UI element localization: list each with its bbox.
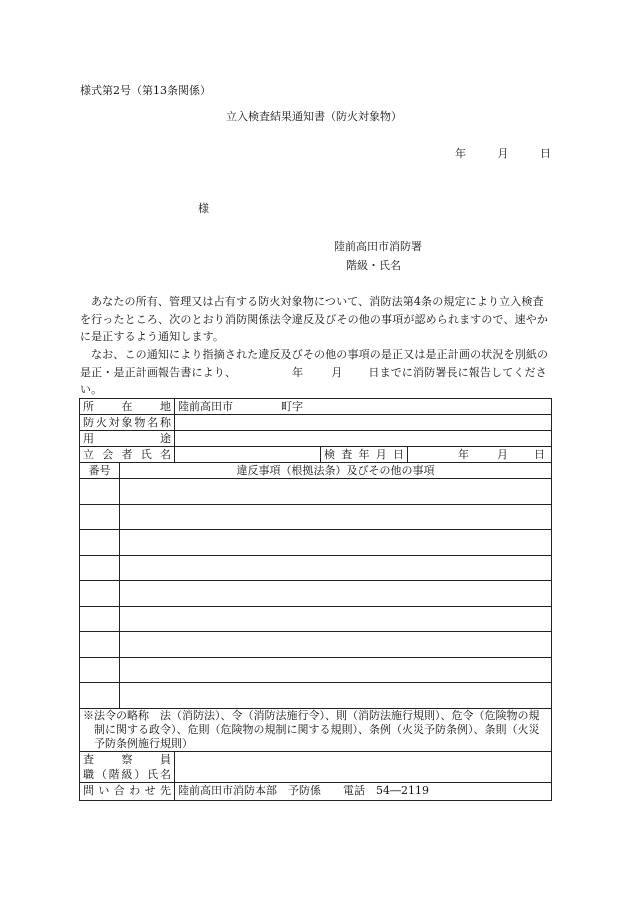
violation-number-cell[interactable] [80,581,120,607]
notice-paragraph-1: あなたの所有、管理又は占有する防火対象物について、消防法第4条の規定により立入検査を行ったところ、次のとおり消防関係法令違反及びその他の事項が認められますので、速やかに是正するよう通知します。 [80,295,549,343]
location-row [80,399,552,415]
issuer-rank-name: 階級・氏名 [346,259,401,272]
inspection-day: 日 [534,447,545,461]
legal-abbreviation-text: ※法令の略称 法（消防法）、令（消防法施行令）、則（消防法施行規則）、危令（危険物の規制に関する政令）、危則（危険物の規制に関する規則）、条例（火災予防条例）、条則（火災予防条例施行規則） [83,708,540,750]
violation-row [80,581,552,607]
notice-paragraph-2 [80,346,550,399]
violation-header: 違反事項（根拠法条）及びその他の事項 [120,463,552,479]
attendee-value[interactable] [175,447,321,463]
inspection-date-value[interactable] [408,447,552,463]
contact-value: 陸前高田市消防本部 予防係 電話 54―2119 [175,782,552,800]
violation-row [80,530,552,556]
violation-number-cell[interactable] [80,555,120,581]
inspection-month: 月 [497,447,508,461]
location-value[interactable] [175,399,552,415]
violation-content-cell[interactable] [120,606,552,632]
inspection-result-table [79,398,552,801]
number-header: 番号 [80,463,120,479]
violation-row [80,555,552,581]
use-row [80,431,552,447]
violation-number-cell[interactable] [80,504,120,530]
location-city: 陸前高田市 [178,399,233,413]
inspector-label-line-2: 職（階級）氏名 [83,767,171,781]
inspection-date-label: 検査年月日 [321,447,408,463]
document-title: 立入検査結果通知書（防火対象物） [226,110,402,123]
violation-number-cell[interactable] [80,632,120,658]
violation-number-cell[interactable] [80,479,120,505]
property-name-row [80,415,552,431]
date-day: 日 [540,147,551,160]
report-year: 年 [292,365,304,379]
violation-content-cell[interactable] [120,683,552,709]
violation-row [80,683,552,709]
inspector-row [80,751,552,782]
legal-abbreviation-row [80,708,552,751]
violation-row [80,504,552,530]
violation-row [80,479,552,505]
form-number: 様式第2号（第13条関係） [80,84,211,97]
violation-content-cell[interactable] [120,555,552,581]
date-month: 月 [497,147,509,160]
violation-header-row [80,463,552,479]
inspection-year: 年 [458,447,469,461]
property-name-value[interactable] [175,415,552,431]
violation-number-cell[interactable] [80,657,120,683]
violation-row [80,657,552,683]
inspector-value[interactable] [175,751,552,782]
location-town: 町字 [281,399,303,413]
property-name-label: 防火対象物名称 [80,415,175,431]
violation-row [80,606,552,632]
date-year: 年 [455,147,466,160]
report-month: 月 [331,365,343,379]
violation-content-cell[interactable] [120,657,552,683]
violation-number-cell[interactable] [80,683,120,709]
violation-number-cell[interactable] [80,606,120,632]
salutation: 様 [198,202,209,215]
location-label: 所 在 地 [80,399,175,415]
contact-row [80,782,552,800]
violation-content-cell[interactable] [120,479,552,505]
violation-number-cell[interactable] [80,530,120,556]
attendee-label: 立会者氏名 [80,447,175,463]
violation-content-cell[interactable] [120,530,552,556]
violation-content-cell[interactable] [120,581,552,607]
legal-abbreviation-note [80,708,552,751]
paragraph-2-text-b: 日までに消防署長に報告してください。 [80,365,547,396]
contact-label: 問い合わせ先 [80,782,175,800]
inspector-label-line-1: 査 察 員 [83,752,171,766]
violation-content-cell[interactable] [120,632,552,658]
inspector-label [80,751,175,782]
issuer-organization: 陸前高田市消防署 [334,240,422,253]
attendee-row [80,447,552,463]
issue-date [455,145,551,161]
use-label: 用 途 [80,431,175,447]
use-value[interactable] [175,431,552,447]
paragraph-2-text-a: なお、この通知により指摘された違反及びその他の事項の是正又は是正計画の状況を別紙の是正・是正計画報告書により、 [80,348,549,379]
violation-row [80,632,552,658]
violation-content-cell[interactable] [120,504,552,530]
